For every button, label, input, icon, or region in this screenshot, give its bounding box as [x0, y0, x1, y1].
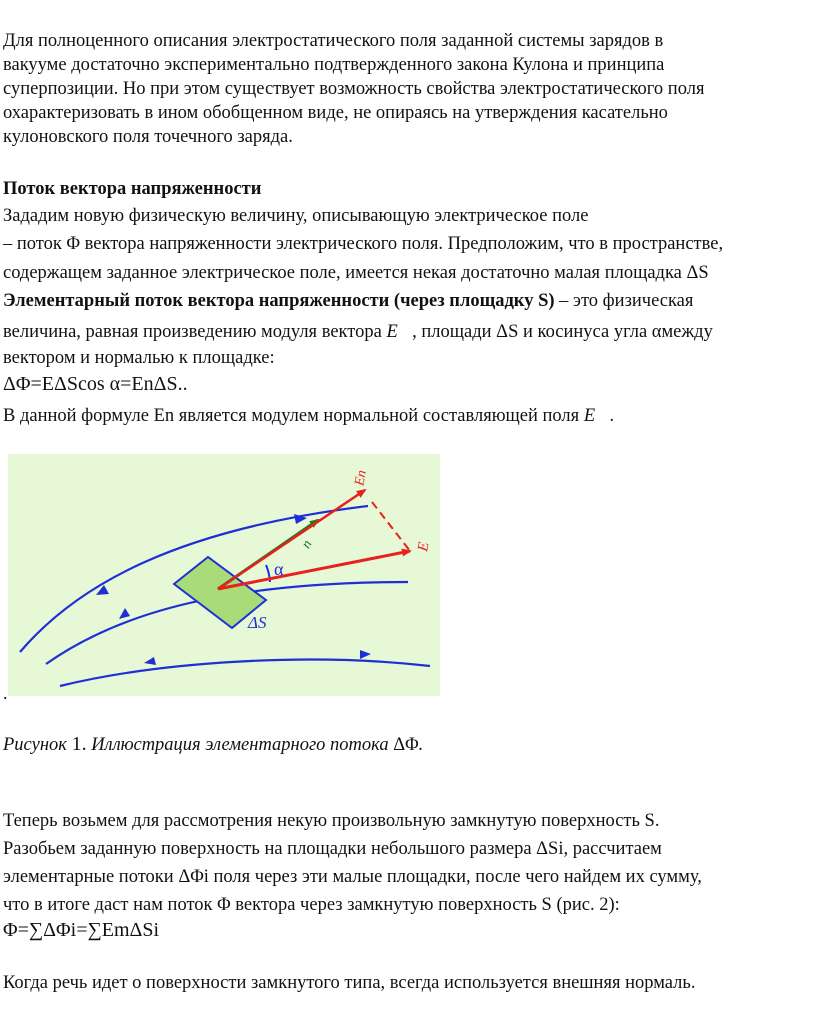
flux-figure — [8, 454, 440, 696]
flux-formula: ΔΦ=EΔScos α=EnΔS.. — [3, 373, 188, 395]
note-part-a: В данной формуле En является модулем нормальной составляющей поля — [3, 406, 584, 426]
intro-line-1: Для полноценного описания электростатического поля заданной системы зарядов в — [3, 31, 664, 51]
caption-symbol: ΔΦ — [393, 735, 419, 755]
field-line-3 — [60, 660, 430, 686]
intro-line-2: вакууме достаточно экспериментально подтвержденного закона Кулона и принципа — [3, 55, 665, 75]
vector-e-symbol-2: E⃗ — [583, 406, 610, 426]
vector-e-symbol: E⃗ — [386, 322, 413, 342]
field-arrow-2 — [119, 608, 130, 619]
section-line-1: Зададим новую физическую величину, описывающую электрическое поле — [3, 206, 589, 226]
projection-line — [372, 502, 410, 551]
intro-line-5: кулоновского поля точечного заряда. — [3, 127, 293, 147]
intro-line-4: охарактеризовать в ином обобщенном виде, не опираясь на утверждения касательно — [3, 103, 668, 123]
closed-line-1: Теперь возьмем для рассмотрения некую произвольную замкнутую поверхность S. — [3, 811, 660, 831]
field-arrow-3a — [144, 657, 156, 665]
formula-note — [3, 405, 614, 427]
flux-diagram — [8, 454, 440, 696]
field-arrow-3b — [360, 650, 371, 659]
label-e: E — [415, 540, 433, 553]
section-line-2: – поток Φ вектора напряженности электрического поля. Предположим, что в пространстве, — [3, 234, 724, 254]
section-heading: Поток вектора напряженности — [3, 179, 262, 199]
intro-line-3: суперпозиции. Но при этом существует возможность свойства электростатического поля — [3, 79, 705, 99]
note-end: . — [609, 406, 615, 426]
closed-last-line: Когда речь идет о поверхности замкнутого типа, всегда используется внешняя нормаль. — [3, 973, 696, 993]
caption-prefix: Рисунок — [3, 735, 67, 755]
section-line-3: содержащем заданное электрическое поле, имеется некая достаточно малая площадка ΔS — [3, 263, 709, 283]
closed-line-2: Разобьем заданную поверхность на площадки небольшого размера ΔSi, рассчитаем — [3, 839, 662, 859]
caption-dot: . — [3, 683, 8, 703]
definition-rest: – это физическая — [554, 291, 694, 311]
closed-line-3: элементарные потоки ΔΦi поля через эти малые площадки, после чего найдем их сумму, — [3, 867, 702, 887]
closed-line-4: что в итоге даст нам поток Φ вектора через замкнутую поверхность S (рис. 2): — [3, 895, 620, 915]
section-line-6: вектором и нормалью к площадке: — [3, 348, 275, 368]
caption-number: 1. — [71, 733, 87, 755]
label-delta-s: ΔS — [248, 613, 267, 632]
section-line-5 — [3, 321, 713, 343]
label-en: En — [352, 469, 370, 487]
line5-part-b: , площади ΔS и косинуса угла αмежду — [412, 322, 713, 342]
label-alpha: α — [274, 559, 284, 579]
definition-term: Элементарный поток вектора напряженности (через площадку S) — [3, 291, 555, 311]
caption-text: Иллюстрация элементарного потока — [86, 735, 394, 755]
sum-formula: Φ=∑ΔΦi=∑EmΔSi — [3, 919, 160, 941]
line5-part-a: величина, равная произведению модуля вектора — [3, 322, 387, 342]
label-n: n — [298, 537, 316, 552]
figure-caption — [3, 733, 423, 756]
section-line-4 — [3, 290, 693, 312]
caption-end: . — [418, 735, 424, 755]
